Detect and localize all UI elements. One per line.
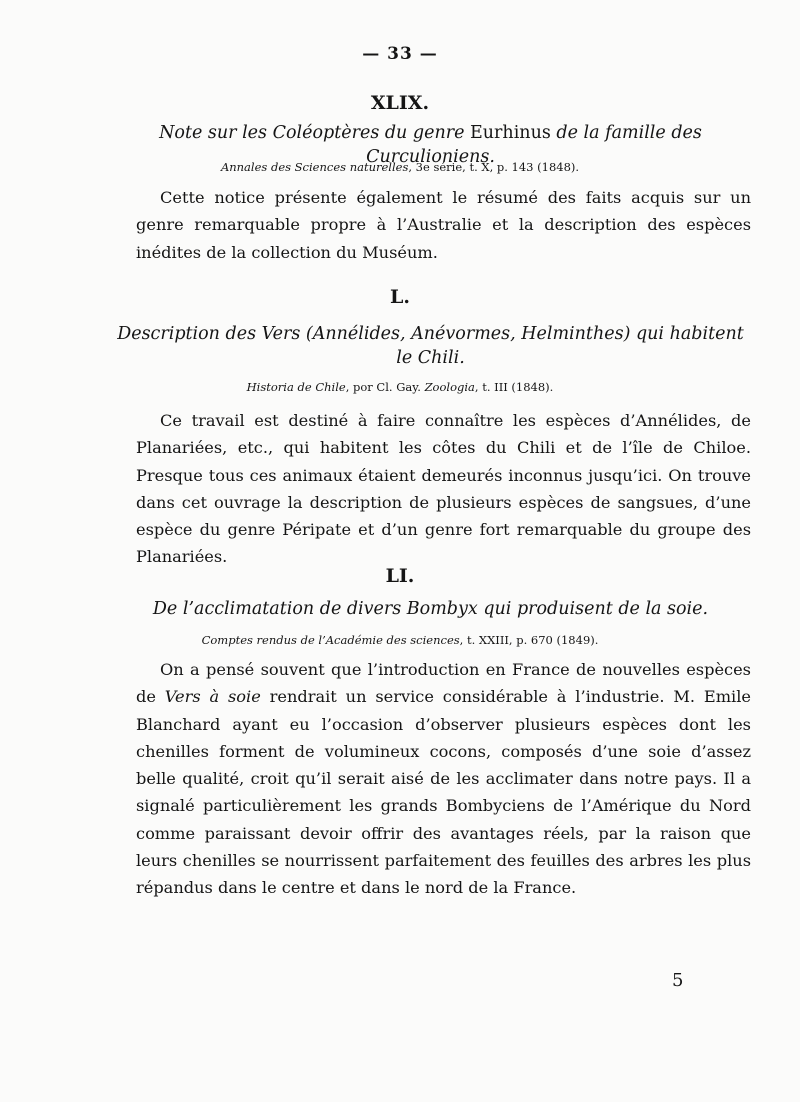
- section-numeral-xlix: XLIX.: [370, 92, 430, 114]
- reference-detail: , t. III (1848).: [474, 380, 554, 394]
- section-numeral-li: LI.: [385, 565, 415, 587]
- section-numeral-l: L.: [390, 286, 410, 308]
- title-part: Note sur les Coléoptères du genre: [159, 123, 471, 143]
- section-title-l: Description des Vers (Annélides, Anévormes, Helminthes) qui habitent le Chili.: [117, 324, 744, 368]
- title-part: de la famille des Curculioniens.: [366, 123, 702, 167]
- section-reference-l: [0, 380, 800, 394]
- reference-detail: , t. XXIII, p. 670 (1849).: [459, 633, 599, 647]
- volume-title: Zoologia: [424, 380, 475, 394]
- section-body-li: [136, 656, 751, 902]
- journal-name: Comptes rendus de l’Académie des sciences: [201, 633, 460, 647]
- reference-detail: , por Cl. Gay.: [345, 380, 425, 394]
- page-number: — 33 —: [362, 44, 438, 64]
- text-run: On a pensé souvent que l’introduction en France de nouvelles espèces de: [136, 660, 751, 707]
- paragraph: [136, 656, 751, 902]
- paragraph: Ce travail est destiné à faire connaître les espèces d’Annélides, de Planariées, etc., qui habitent les côtes du Chili et de l’île de Chiloe. Presque tous ces animaux étaient demeurés inconnus jusqu’ici. On trouve dans cet ouvrage la description de plusieurs espèces de sangsues, d’une espèce du genre Péripate et d’un genre fort remarquable du groupe des Planariées.: [136, 411, 751, 567]
- emphasis: Vers à soie: [164, 687, 261, 707]
- genus-name: Eurhinus: [470, 123, 551, 143]
- book-title: Historia de Chile: [246, 380, 346, 394]
- section-body-xlix: [136, 184, 751, 266]
- section-body-l: [136, 407, 751, 571]
- section-title-li: De l’acclimatation de divers Bombyx qui produisent de la soie.: [152, 599, 709, 619]
- text-run: rendrait un service considérable à l’industrie. M. Emile Blanchard ayant eu l’occasion d’observer plusieurs espèces dont les chenilles forment de volumineux cocons, composés d’une soie d’assez belle qualité, croit qu’il serait aisé de les acclimater dans notre pays. Il a signalé particulièrement les grands Bombyciens de l’Amérique du Nord comme paraissant devoir offrir des avantages réels, par la raison que leurs chenilles se nourrissent parfaitement des feuilles des arbres les plus répandus dans le centre et dans le nord de la France.: [136, 687, 751, 898]
- paragraph: Cette notice présente également le résumé des faits acquis sur un genre remarquable propre à l’Australie et la description des espèces inédites de la collection du Muséum.: [136, 188, 751, 262]
- section-reference-xlix: [0, 160, 800, 174]
- signature-mark: 5: [672, 970, 684, 991]
- section-reference-li: [0, 633, 800, 647]
- journal-name: Annales des Sciences naturelles: [220, 160, 409, 174]
- reference-detail: , 3e série, t. X, p. 143 (1848).: [408, 160, 580, 174]
